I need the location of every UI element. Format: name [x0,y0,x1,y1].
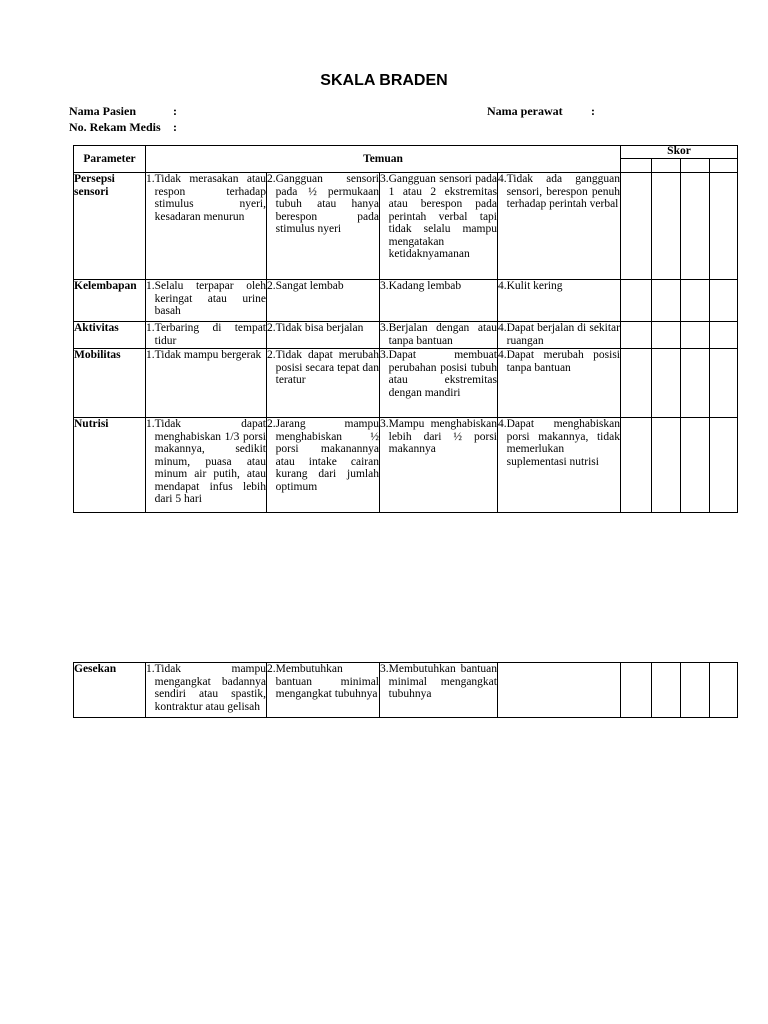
item-number: 4. [498,173,507,185]
skor-cell[interactable] [681,173,710,280]
skor-cell[interactable] [621,418,652,513]
skor-cell[interactable] [652,663,681,718]
item-number: 2. [267,322,276,334]
item-number: 4. [498,280,507,292]
item-text: Selalu terpapar oleh keringat atau urine basah [154,280,266,317]
skor-cell[interactable] [681,418,710,513]
temuan-cell-2 [267,663,380,718]
item-number: 3. [380,418,389,430]
skor-subcol-2 [652,159,681,173]
skor-cell[interactable] [621,322,652,349]
braden-table [73,145,738,513]
skor-cell[interactable] [652,173,681,280]
skor-cell[interactable] [652,322,681,349]
item-number: 3. [380,322,389,334]
item-text: Gangguan sensori pada 1 atau 2 ekstremitas atau berespon pada perintah verbal tapi tidak selalu mampu mengatakan ketidaknyamanan [388,173,497,260]
parameter-cell: Mobilitas [74,349,146,418]
item-text: Dapat menghabiskan porsi makannya, tidak memerlukan suplementasi nutrisi [506,418,620,468]
item-number: 3. [380,173,389,185]
temuan-cell-2 [267,173,380,280]
parameter-cell: Aktivitas [74,322,146,349]
temuan-cell-1 [146,349,267,418]
skor-cell[interactable] [652,280,681,322]
item-number: 1. [146,418,155,430]
item-number: 2. [267,418,276,430]
item-text: Dapat berjalan di sekitar ruangan [506,322,620,347]
skor-cell[interactable] [710,280,738,322]
skor-cell[interactable] [621,280,652,322]
item-number: 4. [498,349,507,361]
table-row [74,663,738,718]
temuan-cell-3 [380,663,498,718]
item-text: Tidak bisa berjalan [275,322,364,334]
temuan-header: Temuan [146,146,621,173]
table-row [74,349,738,418]
item-text: Tidak mampu mengangkat badannya sendiri atau spastik, kontraktur atau gelisah [154,663,266,713]
document-title: SKALA BRADEN [320,72,448,89]
temuan-cell-1 [146,418,267,513]
nama-perawat-colon: : [591,104,595,118]
item-text: Mampu menghabiskan lebih dari ½ porsi makannya [388,418,497,455]
temuan-cell-3 [380,322,498,349]
parameter-cell: Kelembapan [74,280,146,322]
skor-cell[interactable] [621,663,652,718]
nama-perawat-label: Nama perawat [487,104,563,118]
skor-cell[interactable] [621,173,652,280]
skor-cell[interactable] [710,349,738,418]
item-text: Tidak mampu bergerak [154,349,262,361]
table-row [74,173,738,280]
item-text: Jarang mampu menghabiskan ½ porsi makanannya atau intake cairan kurang dari jumlah optimum [275,418,379,493]
skor-cell[interactable] [652,349,681,418]
temuan-cell-1 [146,322,267,349]
item-text: Tidak ada gangguan sensori, berespon penuh terhadap perintah verbal [506,173,620,210]
gesekan-table [73,662,738,718]
temuan-cell-3 [380,280,498,322]
parameter-cell: Gesekan [74,663,146,718]
item-number: 2. [267,280,276,292]
skor-cell[interactable] [710,418,738,513]
item-number: 1. [146,663,155,675]
nama-pasien-colon: : [173,104,177,118]
temuan-cell-4 [498,322,621,349]
no-rekam-medis-label: No. Rekam Medis [69,120,161,134]
table-row [74,418,738,513]
skor-cell[interactable] [710,173,738,280]
item-number: 1. [146,322,155,334]
nama-pasien-label: Nama Pasien [69,104,136,118]
temuan-cell-1 [146,663,267,718]
skor-cell[interactable] [681,349,710,418]
skor-cell[interactable] [621,349,652,418]
temuan-cell-3 [380,173,498,280]
temuan-cell-4 [498,663,621,718]
parameter-header: Parameter [74,146,146,173]
parameter-cell: Nutrisi [74,418,146,513]
temuan-cell-2 [267,418,380,513]
item-number: 1. [146,173,155,185]
item-number: 1. [146,280,155,292]
temuan-cell-2 [267,322,380,349]
no-rekam-medis-colon: : [173,120,177,134]
item-text: Sangat lembab [275,280,344,292]
table-row [74,322,738,349]
skor-cell[interactable] [710,663,738,718]
temuan-cell-3 [380,418,498,513]
skor-cell[interactable] [681,663,710,718]
item-number: 3. [380,663,389,675]
skor-cell[interactable] [681,280,710,322]
item-text: Gangguan sensori pada ½ permukaan tubuh atau hanya berespon pada stimulus nyeri [275,173,379,235]
parameter-cell: Persepsi sensori [74,173,146,280]
item-number: 2. [267,173,276,185]
temuan-cell-3 [380,349,498,418]
item-text: Membutuhkan bantuan minimal mengangkat tubuhnya [275,663,379,700]
temuan-cell-2 [267,349,380,418]
skor-cell[interactable] [681,322,710,349]
temuan-cell-2 [267,280,380,322]
skor-subcol-1 [621,159,652,173]
skor-cell[interactable] [652,418,681,513]
table-row [74,280,738,322]
item-text: Terbaring di tempat tidur [154,322,266,347]
temuan-cell-1 [146,280,267,322]
item-text: Tidak merasakan atau respon terhadap stimulus nyeri, kesadaran menurun [154,173,266,223]
item-number: 2. [267,663,276,675]
temuan-cell-1 [146,173,267,280]
item-number: 2. [267,349,276,361]
item-number: 3. [380,349,389,361]
item-number: 4. [498,418,507,430]
skor-subcol-4 [710,159,738,173]
temuan-cell-4 [498,173,621,280]
skor-subcol-3 [681,159,710,173]
item-text: Tidak dapat menghabiskan 1/3 porsi makannya, sedikit minum, puasa atau minum air putih, atau mendapat infus lebih dari 5 hari [154,418,266,505]
item-number: 4. [498,322,507,334]
item-text: Kadang lembab [388,280,462,292]
item-text: Tidak dapat merubah posisi secara tepat dan teratur [275,349,379,386]
temuan-cell-4 [498,418,621,513]
item-text: Berjalan dengan atau tanpa bantuan [388,322,497,347]
item-text: Dapat merubah posisi tanpa bantuan [506,349,620,374]
skor-header: Skor [621,146,738,159]
temuan-cell-4 [498,280,621,322]
item-text: Dapat membuat perubahan posisi tubuh atau ekstremitas dengan mandiri [388,349,497,399]
item-text: Membutuhkan bantuan minimal mengangkat tubuhnya [388,663,497,700]
item-number: 1. [146,349,155,361]
skor-cell[interactable] [710,322,738,349]
item-number: 3. [380,280,389,292]
item-text: Kulit kering [506,280,563,292]
temuan-cell-4 [498,349,621,418]
